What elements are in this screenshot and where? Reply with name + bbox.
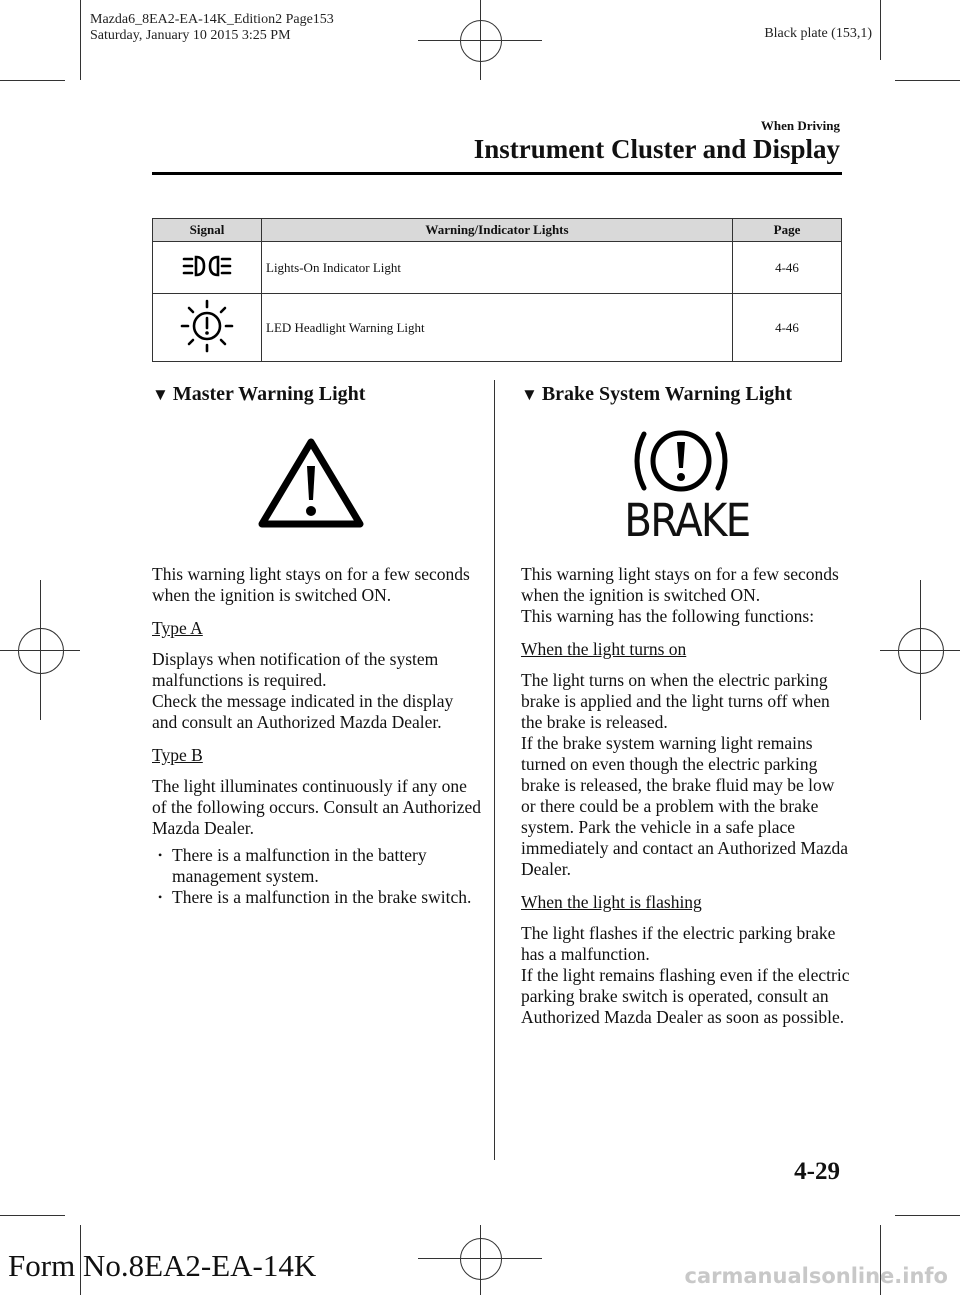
paragraph: If the light remains flashing even if the electric parking brake switch is operated, consult an Authorized Mazda Dealer as soon as possible. (521, 965, 850, 1027)
signal-cell (153, 294, 262, 362)
table-header-row (153, 219, 842, 242)
master-warning-icon (256, 436, 366, 530)
list-item: • There is a malfunction in the battery management system. (172, 845, 482, 887)
list-item: • There is a malfunction in the brake switch. (172, 887, 482, 908)
type-a-label: Type A (152, 618, 203, 638)
page-ref: 4-46 (733, 242, 842, 294)
paragraph: Displays when notification of the system malfunctions is required. (152, 649, 439, 690)
header-rule (152, 172, 842, 175)
page-number: 4-29 (794, 1158, 840, 1185)
triangle-bullet-icon: ▼ (521, 385, 538, 404)
table-row (153, 294, 842, 362)
paragraph: This warning has the following functions: (521, 606, 815, 626)
brake-warning-heading: ▼ Brake System Warning Light (521, 383, 793, 405)
file-line: Mazda6_8EA2-EA-14K_Edition2 Page153 (90, 12, 334, 27)
paragraph: If the brake system warning light remains turned on even though the electric parking brake is released, the brake fluid may be low or there could be a problem with the brake system. Park the vehicle in a safe place immediately and contact an Authorized Mazda Dealer. (521, 733, 849, 879)
date-line: Saturday, January 10 2015 3:25 PM (90, 28, 291, 43)
brake-warning-icon (618, 424, 750, 548)
paragraph: The light turns on when the electric parking brake is applied and the light turns off when the brake is released. (521, 670, 830, 732)
page-title: Instrument Cluster and Display (473, 134, 840, 164)
section-label: When Driving (760, 118, 840, 133)
column-divider (494, 380, 495, 1160)
col-signal: Signal (153, 219, 262, 242)
paragraph: This warning light stays on for a few seconds when the ignition is switched ON. (521, 564, 839, 605)
master-warning-heading: ▼ Master Warning Light (152, 383, 366, 405)
col-page: Page (733, 219, 842, 242)
triangle-bullet-icon: ▼ (152, 385, 169, 404)
subheading-flashing: When the light is flashing (521, 892, 702, 912)
paragraph: The light illuminates continuously if any one of the following occurs. Consult an Authorized Mazda Dealer. (152, 776, 482, 838)
plate-label: Black plate (153,1) (764, 26, 872, 41)
right-column (521, 564, 851, 1040)
led-headlight-warning-icon (180, 299, 234, 353)
paragraph: The light flashes if the electric parking brake has a malfunction. (521, 923, 836, 964)
table-row (153, 242, 842, 294)
lights-on-icon (182, 252, 232, 280)
paragraph: This warning light stays on for a few seconds when the ignition is switched ON. (152, 564, 470, 605)
type-b-label: Type B (152, 745, 203, 765)
paragraph: Check the message indicated in the display and consult an Authorized Mazda Dealer. (152, 691, 454, 732)
file-info (90, 12, 334, 44)
signal-cell (153, 242, 262, 294)
form-number: Form No.8EA2-EA-14K (8, 1248, 317, 1283)
light-label: Lights-On Indicator Light (262, 242, 733, 294)
page-ref: 4-46 (733, 294, 842, 362)
col-lights: Warning/Indicator Lights (262, 219, 733, 242)
light-label: LED Headlight Warning Light (262, 294, 733, 362)
watermark: carmanualsonline.info (684, 1264, 948, 1288)
subheading-turns-on: When the light turns on (521, 639, 687, 659)
left-column (152, 564, 482, 908)
signal-table (152, 218, 842, 362)
bullet-list (152, 845, 482, 908)
brake-label: BRAKE (624, 494, 750, 547)
